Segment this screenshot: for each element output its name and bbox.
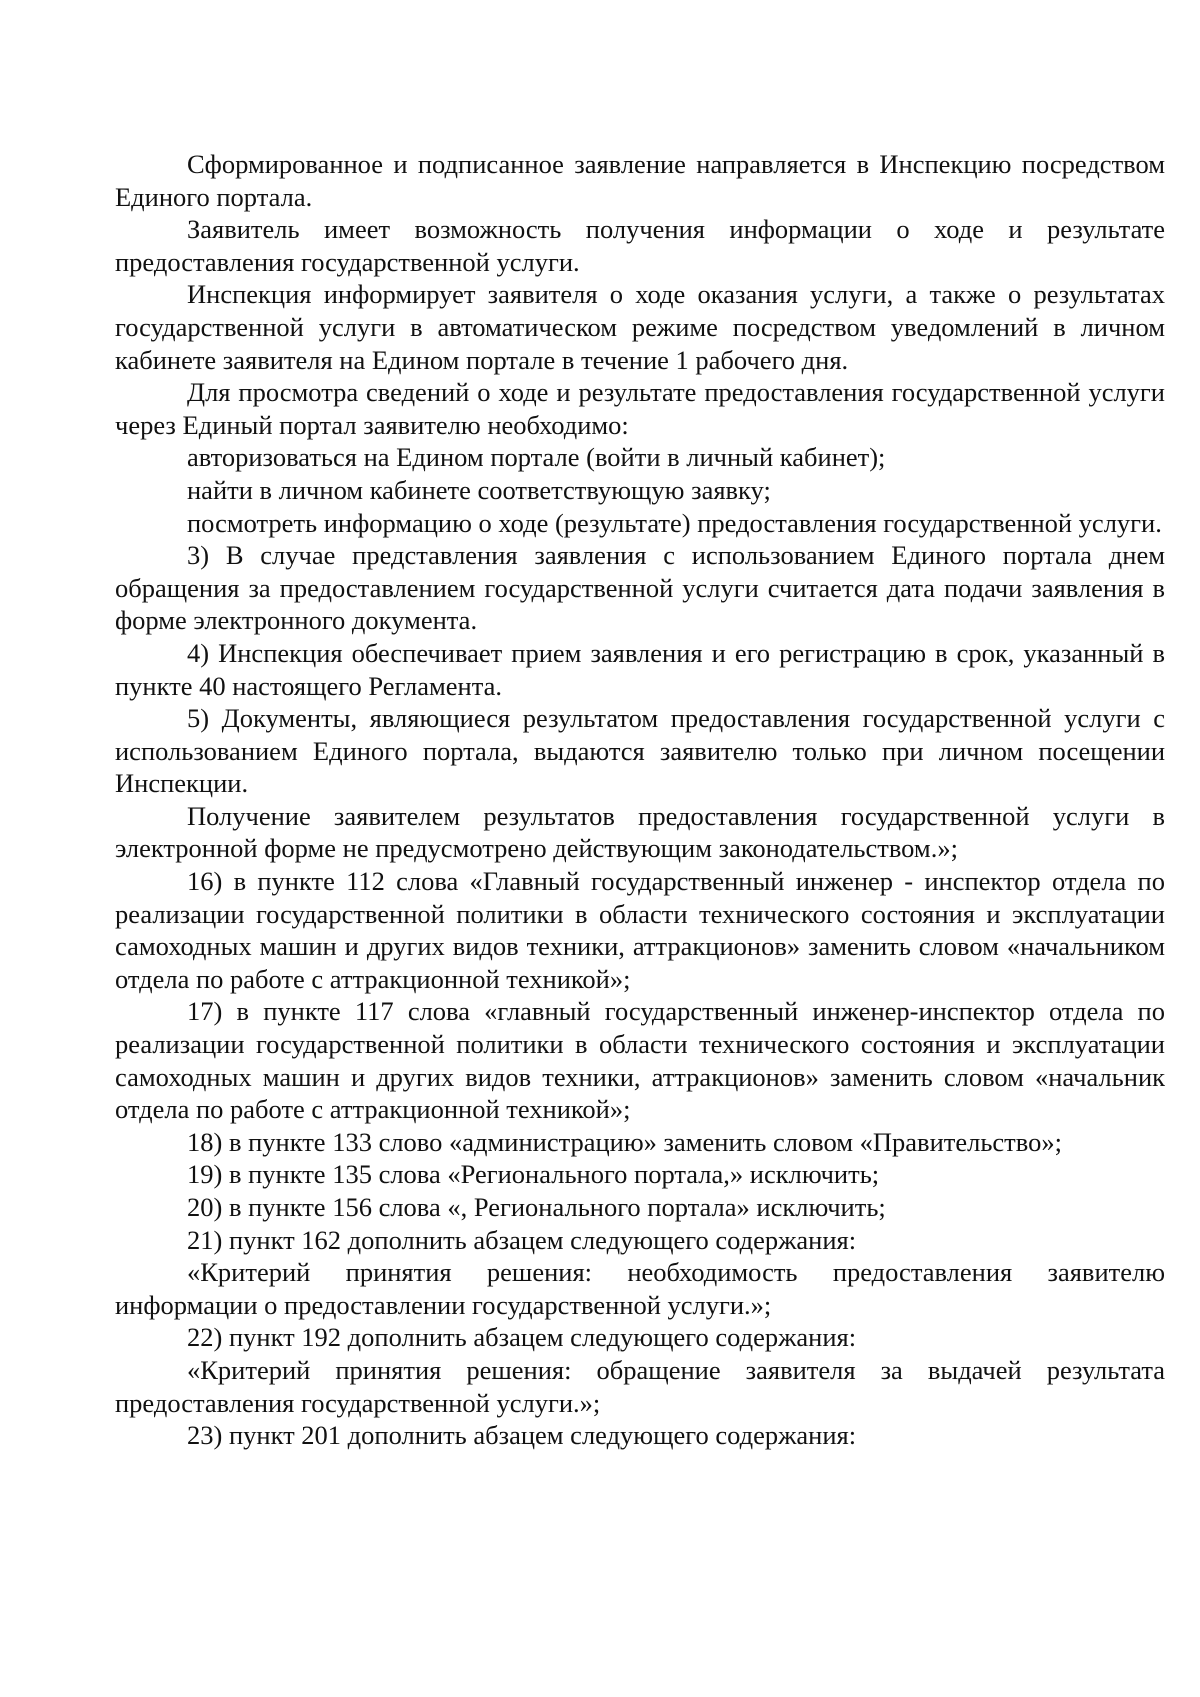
paragraph-applicant-info: Заявитель имеет возможность получения информации о ходе и результате предоставления государственной услуги. [115,214,1165,277]
paragraph-item-20: 20) в пункте 156 слова «, Регионального портала» исключить; [187,1192,886,1222]
paragraph-viewing-status: Для просмотра сведений о ходе и результате предоставления государственной услуги через Единый портал заявителю необходимо: [115,377,1165,440]
paragraph-item-22: 22) пункт 192 дополнить абзацем следующего содержания: [187,1322,857,1353]
paragraph-item-3: 3) В случае представления заявления с использованием Единого портала днем обращения за предоставлением государственной услуги считается дата подачи заявления в форме электронного документа. [115,540,1165,636]
list-item-find-request: найти в личном кабинете соответствующую заявку; [187,474,771,505]
paragraph-item-4: 4) Инспекция обеспечивает прием заявления и его регистрацию в срок, указанный в пункте 40 настоящего Регламента. [115,637,1165,701]
paragraph-criterion-162: «Критерий принятия решения: необходимость предоставления заявителю информации о предоставлении государственной услуги.»; [115,1257,1165,1320]
paragraph-item-21: 21) пункт 162 дополнить абзацем следующего содержания: [187,1224,857,1255]
paragraph-item-17: 17) в пункте 117 слова «главный государственный инженер-инспектор отдела по реализации государственной политики в области технического состояния и эксплуатации самоходных машин и других видов техники, аттракционов» заменить словом «начальник отдела по работе с аттракционной техникой»; [115,996,1165,1125]
list-item-view-info: посмотреть информацию о ходе (результате) предоставления государственной услуги. [187,507,1162,538]
paragraph-electronic-results: Получение заявителем результатов предоставления государственной услуги в электронной форме не предусмотрено действующим законодательством.»; [115,800,1165,864]
paragraph-item-5: 5) Документы, являющиеся результатом предоставления государственной услуги с использованием Единого портала, выдаются заявителю только при личном посещении Инспекции. [115,703,1165,799]
list-item-authorize: авторизоваться на Едином портале (войти в личный кабинет); [187,442,886,473]
paragraph-criterion-192: «Критерий принятия решения: обращение заявителя за выдачей результата предоставления государственной услуги.»; [115,1354,1165,1418]
paragraph-item-23: 23) пункт 201 дополнить абзацем следующего содержания: [187,1420,857,1451]
paragraph-item-16: 16) в пункте 112 слова «Главный государственный инженер - инспектор отдела по реализации государственной политики в области технического состояния и эксплуатации самоходных машин и других видов техники, аттракционов» заменить словом «начальником отдела по работе с аттракционной техникой»; [115,866,1165,994]
paragraph-item-19: 19) в пункте 135 слова «Регионального портала,» исключить; [187,1159,880,1190]
paragraph-item-18: 18) в пункте 133 слово «администрацию» заменить словом «Правительство»; [187,1126,1062,1157]
paragraph-submission: Сформированное и подписанное заявление направляется в Инспекцию посредством Единого портала. [115,149,1165,212]
document-body [115,148,1165,1452]
paragraph-inspection-informs: Инспекция информирует заявителя о ходе оказания услуги, а также о результатах государственной услуги в автоматическом режиме посредством уведомлений в личном кабинете заявителя на Едином портале в течение 1 рабочего дня. [115,279,1165,375]
